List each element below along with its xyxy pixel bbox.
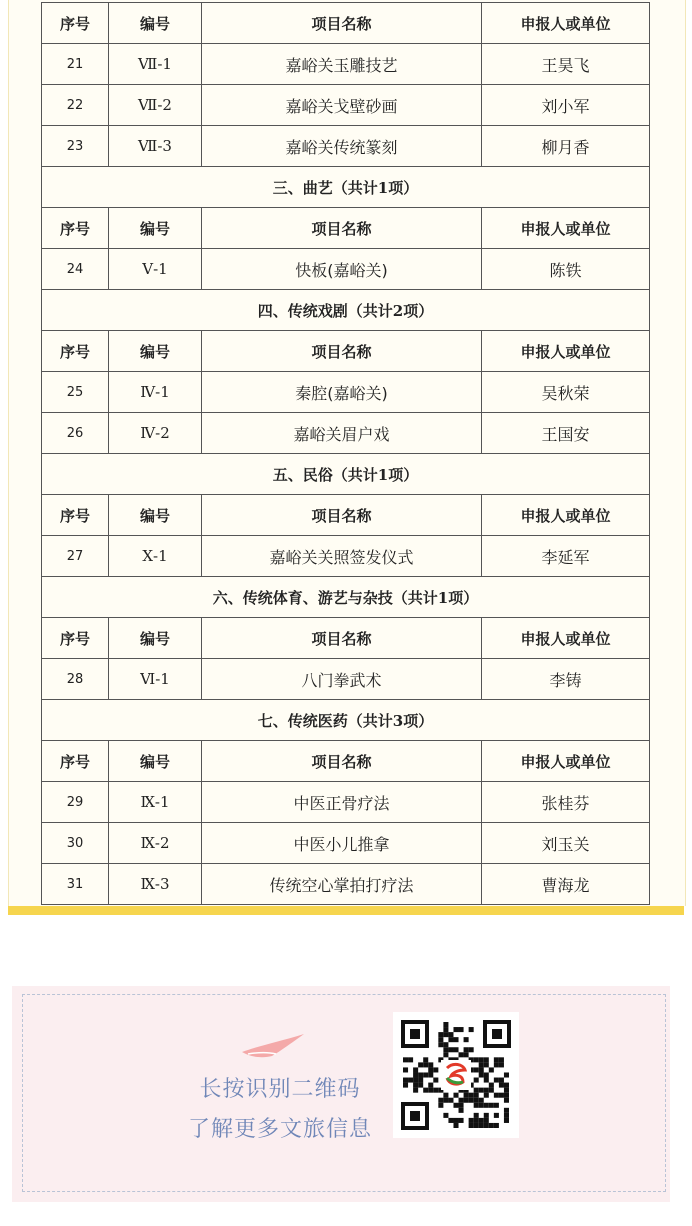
header-row — [42, 3, 650, 44]
qr-module — [504, 1088, 509, 1093]
qr-module — [474, 1123, 479, 1128]
cell-owner: 曹海龙 — [482, 864, 650, 905]
qr-module — [504, 1093, 509, 1098]
qr-module — [479, 1103, 484, 1108]
qr-module — [448, 1032, 453, 1037]
qr-module — [413, 1088, 418, 1093]
cell-code: Ⅸ-1 — [109, 782, 202, 823]
section-row — [42, 290, 650, 331]
header-no: 序号 — [42, 331, 109, 372]
qr-module — [469, 1047, 474, 1052]
cell-owner: 刘小军 — [482, 85, 650, 126]
cell-owner: 刘玉关 — [482, 823, 650, 864]
section-row — [42, 167, 650, 208]
header-code: 编号 — [109, 741, 202, 782]
qr-module — [479, 1067, 484, 1072]
cell-no: 30 — [42, 823, 109, 864]
qr-module — [499, 1057, 504, 1062]
header-code: 编号 — [109, 3, 202, 44]
header-no: 序号 — [42, 495, 109, 536]
qr-module — [484, 1062, 489, 1067]
qr-module — [453, 1093, 458, 1098]
qr-module — [423, 1062, 428, 1067]
table-row — [42, 823, 650, 864]
qr-module — [489, 1088, 494, 1093]
qr-module — [443, 1093, 448, 1098]
qr-module — [469, 1123, 474, 1128]
qr-module — [504, 1098, 509, 1103]
header-no: 序号 — [42, 618, 109, 659]
qr-module — [408, 1078, 413, 1083]
qr-module — [438, 1098, 443, 1103]
qr-module — [484, 1123, 489, 1128]
qr-module — [418, 1078, 423, 1083]
cell-name: 嘉峪关关照签发仪式 — [202, 536, 482, 577]
qr-module — [479, 1057, 484, 1062]
qr-module — [469, 1118, 474, 1123]
qr-module — [499, 1078, 504, 1083]
cell-owner: 柳月香 — [482, 126, 650, 167]
qr-module — [448, 1037, 453, 1042]
header-name: 项目名称 — [202, 208, 482, 249]
qr-module — [484, 1113, 489, 1118]
qr-module — [489, 1103, 494, 1108]
cell-name: 秦腔(嘉峪关) — [202, 372, 482, 413]
qr-module — [499, 1083, 504, 1088]
qr-module — [428, 1088, 433, 1093]
table-row — [42, 249, 650, 290]
qr-module — [474, 1093, 479, 1098]
qr-module — [403, 1078, 408, 1083]
cell-no: 24 — [42, 249, 109, 290]
qr-module — [453, 1118, 458, 1123]
section-title: 三、曲艺（共计1项） — [42, 167, 650, 208]
table-row — [42, 659, 650, 700]
qr-module — [474, 1067, 479, 1072]
qr-module — [494, 1123, 499, 1128]
header-owner: 申报人或单位 — [482, 3, 650, 44]
qr-module — [469, 1093, 474, 1098]
qr-module — [499, 1093, 504, 1098]
cell-no: 26 — [42, 413, 109, 454]
cell-name: 八门拳武术 — [202, 659, 482, 700]
qr-module — [403, 1083, 408, 1088]
qr-module — [433, 1078, 438, 1083]
qr-module — [448, 1047, 453, 1052]
qr-module — [443, 1032, 448, 1037]
qr-module — [459, 1052, 464, 1057]
section-row — [42, 454, 650, 495]
qr-module — [423, 1057, 428, 1062]
cell-owner: 李延军 — [482, 536, 650, 577]
qr-module — [504, 1108, 509, 1113]
qr-module — [453, 1103, 458, 1108]
qr-module — [484, 1057, 489, 1062]
qr-module — [479, 1123, 484, 1128]
qr-module — [494, 1103, 499, 1108]
cell-name: 快板(嘉峪关) — [202, 249, 482, 290]
cell-code: Ⅳ-2 — [109, 413, 202, 454]
qr-module — [499, 1062, 504, 1067]
qr-module — [484, 1103, 489, 1108]
qr-module — [443, 1113, 448, 1118]
table-row — [42, 85, 650, 126]
qr-module — [459, 1118, 464, 1123]
qr-module — [428, 1072, 433, 1077]
qr-module — [489, 1083, 494, 1088]
qr-module — [459, 1108, 464, 1113]
cell-name: 嘉峪关玉雕技艺 — [202, 44, 482, 85]
qr-module — [413, 1083, 418, 1088]
qr-module — [504, 1072, 509, 1077]
cell-no: 25 — [42, 372, 109, 413]
qr-module — [494, 1113, 499, 1118]
cell-code: Ⅶ-2 — [109, 85, 202, 126]
cell-owner: 陈铁 — [482, 249, 650, 290]
qr-module — [479, 1062, 484, 1067]
qr-module — [459, 1027, 464, 1032]
qr-module — [479, 1072, 484, 1077]
qr-module — [489, 1067, 494, 1072]
qr-module — [479, 1118, 484, 1123]
cell-name: 中医小儿推拿 — [202, 823, 482, 864]
header-code: 编号 — [109, 618, 202, 659]
qr-module — [443, 1042, 448, 1047]
cell-code: Ⅵ-1 — [109, 659, 202, 700]
qr-module — [484, 1072, 489, 1077]
qr-module — [438, 1037, 443, 1042]
header-no: 序号 — [42, 3, 109, 44]
header-name: 项目名称 — [202, 741, 482, 782]
qr-module — [464, 1052, 469, 1057]
cell-code: Ⅸ-2 — [109, 823, 202, 864]
cell-code: Ⅳ-1 — [109, 372, 202, 413]
table-row — [42, 782, 650, 823]
cell-no: 23 — [42, 126, 109, 167]
qr-module — [484, 1093, 489, 1098]
header-code: 编号 — [109, 331, 202, 372]
qr-module — [433, 1088, 438, 1093]
header-code: 编号 — [109, 208, 202, 249]
cell-name: 嘉峪关眉户戏 — [202, 413, 482, 454]
header-owner: 申报人或单位 — [482, 618, 650, 659]
qr-module — [474, 1103, 479, 1108]
qr-prompt-line1: 长按识别二维码 — [199, 1077, 361, 1102]
qr-module — [469, 1027, 474, 1032]
qr-module — [464, 1037, 469, 1042]
header-name: 项目名称 — [202, 495, 482, 536]
qr-module — [448, 1118, 453, 1123]
section-row — [42, 700, 650, 741]
qr-module — [453, 1123, 458, 1128]
panel-bottom-bar — [8, 906, 684, 915]
header-name: 项目名称 — [202, 618, 482, 659]
qr-module — [494, 1093, 499, 1098]
qr-module — [474, 1057, 479, 1062]
section-title: 七、传统医药（共计3项） — [42, 700, 650, 741]
qr-module — [453, 1047, 458, 1052]
qr-module — [413, 1072, 418, 1077]
qr-module — [428, 1083, 433, 1088]
cell-owner: 王昊飞 — [482, 44, 650, 85]
qr-module — [438, 1032, 443, 1037]
table-row — [42, 536, 650, 577]
qr-module — [443, 1052, 448, 1057]
cell-code: Ⅹ-1 — [109, 536, 202, 577]
header-name: 项目名称 — [202, 331, 482, 372]
qr-module — [453, 1037, 458, 1042]
qr-module — [484, 1078, 489, 1083]
qr-module — [418, 1062, 423, 1067]
qr-module — [504, 1118, 509, 1123]
cell-owner: 王国安 — [482, 413, 650, 454]
qr-module — [453, 1027, 458, 1032]
qr-module — [403, 1057, 408, 1062]
table-row — [42, 413, 650, 454]
cell-name: 嘉峪关戈壁砂画 — [202, 85, 482, 126]
qr-module — [443, 1022, 448, 1027]
header-no: 序号 — [42, 208, 109, 249]
qr-module — [438, 1042, 443, 1047]
cell-no: 27 — [42, 536, 109, 577]
qr-module — [403, 1067, 408, 1072]
header-owner: 申报人或单位 — [482, 741, 650, 782]
section-row — [42, 577, 650, 618]
cell-owner: 李铸 — [482, 659, 650, 700]
qr-module — [474, 1078, 479, 1083]
qr-module — [418, 1083, 423, 1088]
cell-no: 22 — [42, 85, 109, 126]
header-name: 项目名称 — [202, 3, 482, 44]
qr-module — [474, 1088, 479, 1093]
header-row — [42, 618, 650, 659]
qr-module — [484, 1088, 489, 1093]
paper-plane-icon — [238, 1030, 310, 1070]
qr-module — [489, 1123, 494, 1128]
cell-name: 嘉峪关传统篆刻 — [202, 126, 482, 167]
qr-module — [494, 1062, 499, 1067]
qr-module — [494, 1057, 499, 1062]
qr-code-icon[interactable] — [393, 1012, 519, 1138]
header-owner: 申报人或单位 — [482, 208, 650, 249]
qr-module — [428, 1062, 433, 1067]
qr-module — [464, 1098, 469, 1103]
cell-no: 31 — [42, 864, 109, 905]
cell-code: Ⅶ-1 — [109, 44, 202, 85]
qr-module — [418, 1072, 423, 1077]
qr-module — [423, 1072, 428, 1077]
qr-module — [459, 1098, 464, 1103]
qr-module — [443, 1098, 448, 1103]
qr-module — [408, 1057, 413, 1062]
header-row — [42, 208, 650, 249]
heritage-table — [41, 2, 650, 905]
qr-module — [479, 1098, 484, 1103]
qr-module — [443, 1047, 448, 1052]
qr-module — [459, 1103, 464, 1108]
cell-owner: 吴秋荣 — [482, 372, 650, 413]
qr-module — [438, 1103, 443, 1108]
table-row — [42, 126, 650, 167]
cell-name: 中医正骨疗法 — [202, 782, 482, 823]
qr-module — [504, 1113, 509, 1118]
table-row — [42, 864, 650, 905]
table-row — [42, 372, 650, 413]
header-row — [42, 741, 650, 782]
header-row — [42, 331, 650, 372]
qr-module — [423, 1088, 428, 1093]
qr-prompt-line2: 了解更多文旅信息 — [187, 1117, 372, 1142]
cell-no: 29 — [42, 782, 109, 823]
qr-module — [464, 1093, 469, 1098]
cell-no: 28 — [42, 659, 109, 700]
qr-module — [474, 1098, 479, 1103]
header-owner: 申报人或单位 — [482, 331, 650, 372]
cell-no: 21 — [42, 44, 109, 85]
qr-module — [494, 1078, 499, 1083]
qr-module — [479, 1088, 484, 1093]
header-code: 编号 — [109, 495, 202, 536]
qr-module — [464, 1047, 469, 1052]
section-title: 五、民俗（共计1项） — [42, 454, 650, 495]
qr-module — [433, 1067, 438, 1072]
qr-module — [448, 1098, 453, 1103]
cell-owner: 张桂芬 — [482, 782, 650, 823]
qr-module — [474, 1118, 479, 1123]
qr-module — [484, 1118, 489, 1123]
header-owner: 申报人或单位 — [482, 495, 650, 536]
qr-module — [474, 1113, 479, 1118]
qr-module — [413, 1067, 418, 1072]
qr-module — [443, 1027, 448, 1032]
table-row — [42, 44, 650, 85]
section-title: 六、传统体育、游艺与杂技（共计1项） — [42, 577, 650, 618]
section-title: 四、传统戏剧（共计2项） — [42, 290, 650, 331]
cell-code: Ⅴ-1 — [109, 249, 202, 290]
header-row — [42, 495, 650, 536]
qr-module — [469, 1098, 474, 1103]
qr-module — [413, 1078, 418, 1083]
header-no: 序号 — [42, 741, 109, 782]
qr-module — [504, 1083, 509, 1088]
cell-code: Ⅶ-3 — [109, 126, 202, 167]
qr-module — [428, 1067, 433, 1072]
cell-code: Ⅸ-3 — [109, 864, 202, 905]
cell-name: 传统空心掌拍打疗法 — [202, 864, 482, 905]
